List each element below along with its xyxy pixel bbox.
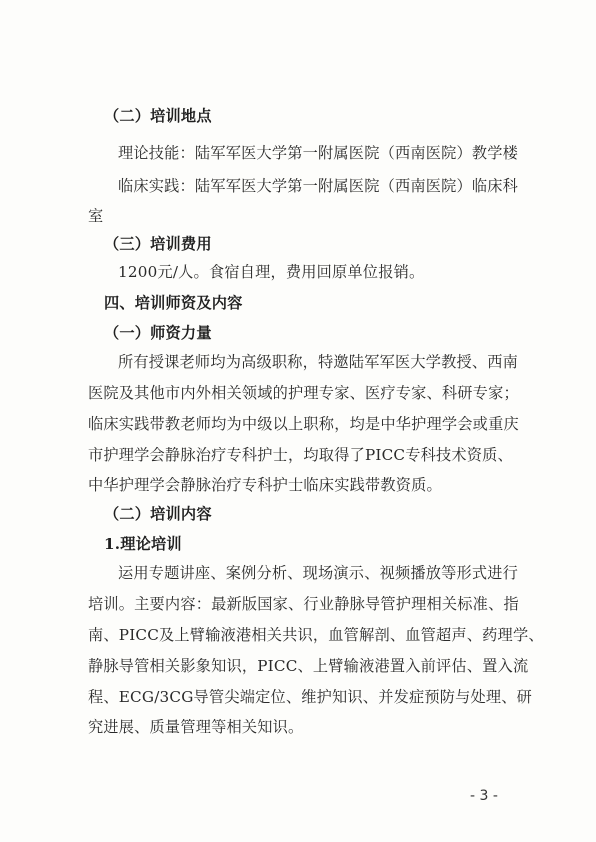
- theory-line: 运用专题讲座、案例分析、现场演示、视频播放等形式进行: [118, 564, 519, 582]
- section-content-heading: （二）培训内容: [104, 505, 212, 523]
- faculty-line: 临床实践带教老师均为中级以上职称，均是中华护理学会或重庆: [88, 415, 519, 433]
- faculty-line: 所有授课老师均为高级职称，特邀陆军军医大学教授、西南: [118, 353, 519, 371]
- theory-training-heading: 1.理论培训: [104, 535, 182, 553]
- section-location-heading: （二）培训地点: [104, 107, 212, 125]
- page-number: - 3 -: [470, 788, 498, 804]
- section-faculty-heading: （一）师资力量: [104, 324, 212, 342]
- theory-line: 培训。主要内容：最新版国家、行业静脉导管护理相关标准、指: [88, 595, 519, 613]
- faculty-line: 医院及其他市内外相关领域的护理专家、医疗专家、科研专家；: [88, 384, 519, 402]
- theory-line: 南、PICC及上臂输液港相关共识，血管解剖、血管超声、药理学、: [88, 626, 544, 644]
- theory-line: 程、ECG/3CG导管尖端定位、维护知识、并发症预防与处理、研: [88, 688, 533, 706]
- section-fee-heading: （三）培训费用: [104, 235, 212, 253]
- section-four-heading: 四、培训师资及内容: [104, 294, 243, 312]
- theory-skill-line: 理论技能：陆军军医大学第一附属医院（西南医院）教学楼: [118, 144, 519, 162]
- theory-line: 静脉导管相关影象知识，PICC、上臂输液港置入前评估、置入流: [88, 657, 529, 675]
- faculty-line: 中华护理学会静脉治疗专科护士临床实践带教资质。: [88, 476, 442, 494]
- clinical-practice-line-cont: 室: [88, 207, 104, 225]
- fee-text: 1200元/人。食宿自理，费用回原单位报销。: [118, 263, 425, 281]
- clinical-practice-line: 临床实践：陆军军医大学第一附属医院（西南医院）临床科: [118, 177, 519, 195]
- theory-line: 究进展、质量管理等相关知识。: [88, 718, 304, 736]
- faculty-line: 市护理学会静脉治疗专科护士，均取得了PICC专科技术资质、: [88, 446, 513, 464]
